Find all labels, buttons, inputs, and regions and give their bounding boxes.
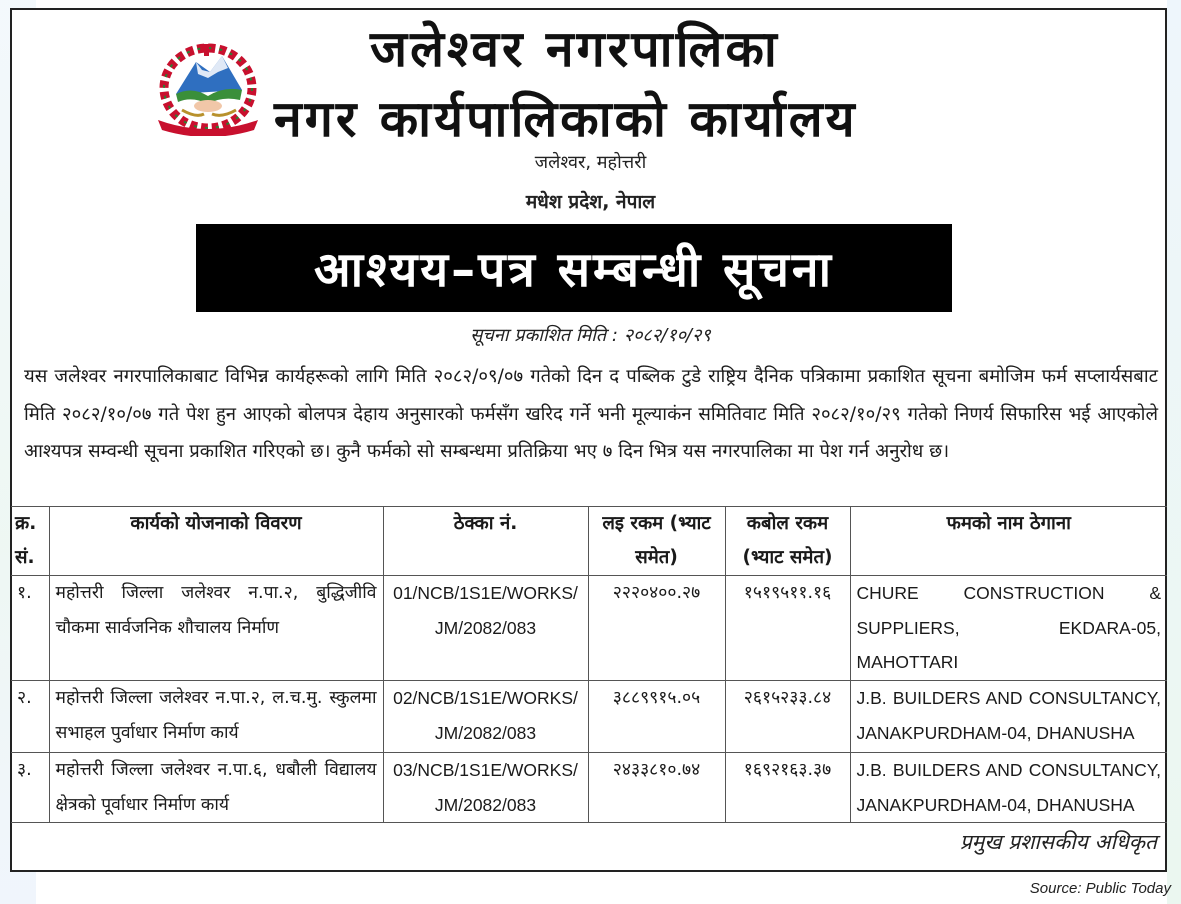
cell-estimated-amount: ३८८९९१५.०५ <box>588 681 725 753</box>
cell-firm: J.B. BUILDERS AND CONSULTANCY, JANAKPURDHAM-04, DHANUSHA <box>850 681 1167 753</box>
municipality-title: जलेश्वर नगरपालिका <box>370 20 780 78</box>
cell-contract-no: 02/NCB/1S1E/WORKS/ JM/2082/083 <box>383 681 588 753</box>
header-estimated-amount: लइ रकम (भ्याट समेत) <box>588 507 725 576</box>
header-description: कार्यको योजनाको विवरण <box>49 507 383 576</box>
address-line-2: मधेश प्रदेश, नेपाल <box>525 191 656 213</box>
cell-bid-amount: १५१९५११.१६ <box>725 576 850 681</box>
notice-banner-title: आश्यय–पत्र सम्बन्धी सूचना <box>313 241 835 298</box>
header-bid-amount: कबोल रकम (भ्याट समेत) <box>725 507 850 576</box>
cell-contract-no: 01/NCB/1S1E/WORKS/ JM/2082/083 <box>383 576 588 681</box>
address-line-1: जलेश्वर, महोत्तरी <box>534 152 647 173</box>
notice-banner <box>196 224 952 312</box>
table-header-row <box>11 507 1167 576</box>
header-contract-no: ठेक्का नं. <box>383 507 588 576</box>
cell-bid-amount: १६९२१६३.३७ <box>725 753 850 823</box>
signatory-title: प्रमुख प्रशासकीय अधिकृत <box>959 830 1157 854</box>
cell-sn: १. <box>11 576 49 681</box>
header-sn: क्र. सं. <box>11 507 49 576</box>
table-row <box>11 576 1167 681</box>
cell-firm: CHURE CONSTRUCTION & SUPPLIERS, EKDARA-05, MAHOTTARI <box>850 576 1167 681</box>
table-row <box>11 753 1167 823</box>
works-table <box>11 506 1167 823</box>
cell-firm: J.B. BUILDERS AND CONSULTANCY, JANAKPURDHAM-04, DHANUSHA <box>850 753 1167 823</box>
cell-description: महोत्तरी जिल्ला जलेश्वर न.पा.२, ल.च.मु. स्कुलमा सभाहल पुर्वाधार निर्माण कार्य <box>49 681 383 753</box>
nepal-government-emblem-icon <box>152 38 264 136</box>
table-row <box>11 681 1167 753</box>
office-title: नगर कार्यपालिकाको कार्यालय <box>274 90 858 148</box>
cell-contract-no: 03/NCB/1S1E/WORKS/ JM/2082/083 <box>383 753 588 823</box>
cell-description: महोत्तरी जिल्ला जलेश्वर न.पा.२, बुद्धिजीवि चौकमा सार्वजनिक शौचालय निर्माण <box>49 576 383 681</box>
cell-estimated-amount: २४३३८१०.७४ <box>588 753 725 823</box>
cell-bid-amount: २६१५२३३.८४ <box>725 681 850 753</box>
cell-sn: २. <box>11 681 49 753</box>
watermark-right-strip <box>1167 0 1181 904</box>
cell-estimated-amount: २२२०४००.२७ <box>588 576 725 681</box>
header-firm: फमको नाम ठेगाना <box>850 507 1167 576</box>
source-credit: Source: Public Today <box>1029 880 1171 897</box>
publication-date: सूचना प्रकाशित मिति : २०८२/१०/२९ <box>470 325 711 346</box>
cell-sn: ३. <box>11 753 49 823</box>
cell-description: महोत्तरी जिल्ला जलेश्वर न.पा.६, धबौली विद्यालय क्षेत्रको पूर्वाधार निर्माण कार्य <box>49 753 383 823</box>
notice-paragraph: यस जलेश्वर नगरपालिकाबाट विभिन्न कार्यहरूको लागि मिति २०८२/०९/०७ गतेको दिन द पब्लिक टुडे राष्ट्रिय दैनिक पत्रिकामा प्रकाशित सूचना बमोजिम फर्म सप्लार्यसबाट मिति २०८२/१०/०७ गते पेश हुन आएको बोलपत्र देहाय अनुसारको फर्मसँग खरिद गर्ने भनी मूल्याकंन समितिवाट मिति २०८२/१०/२९ गतेको निणर्य सिफारिस भई आएकोले आश्यपत्र सम्वन्धी सूचना प्रकाशित गरिएको छ। कुनै फर्मको सो सम्बन्धमा प्रतिक्रिया भए ७ दिन भित्र यस नगरपालिका मा पेश गर्न अनुरोध छ। <box>24 366 1158 462</box>
